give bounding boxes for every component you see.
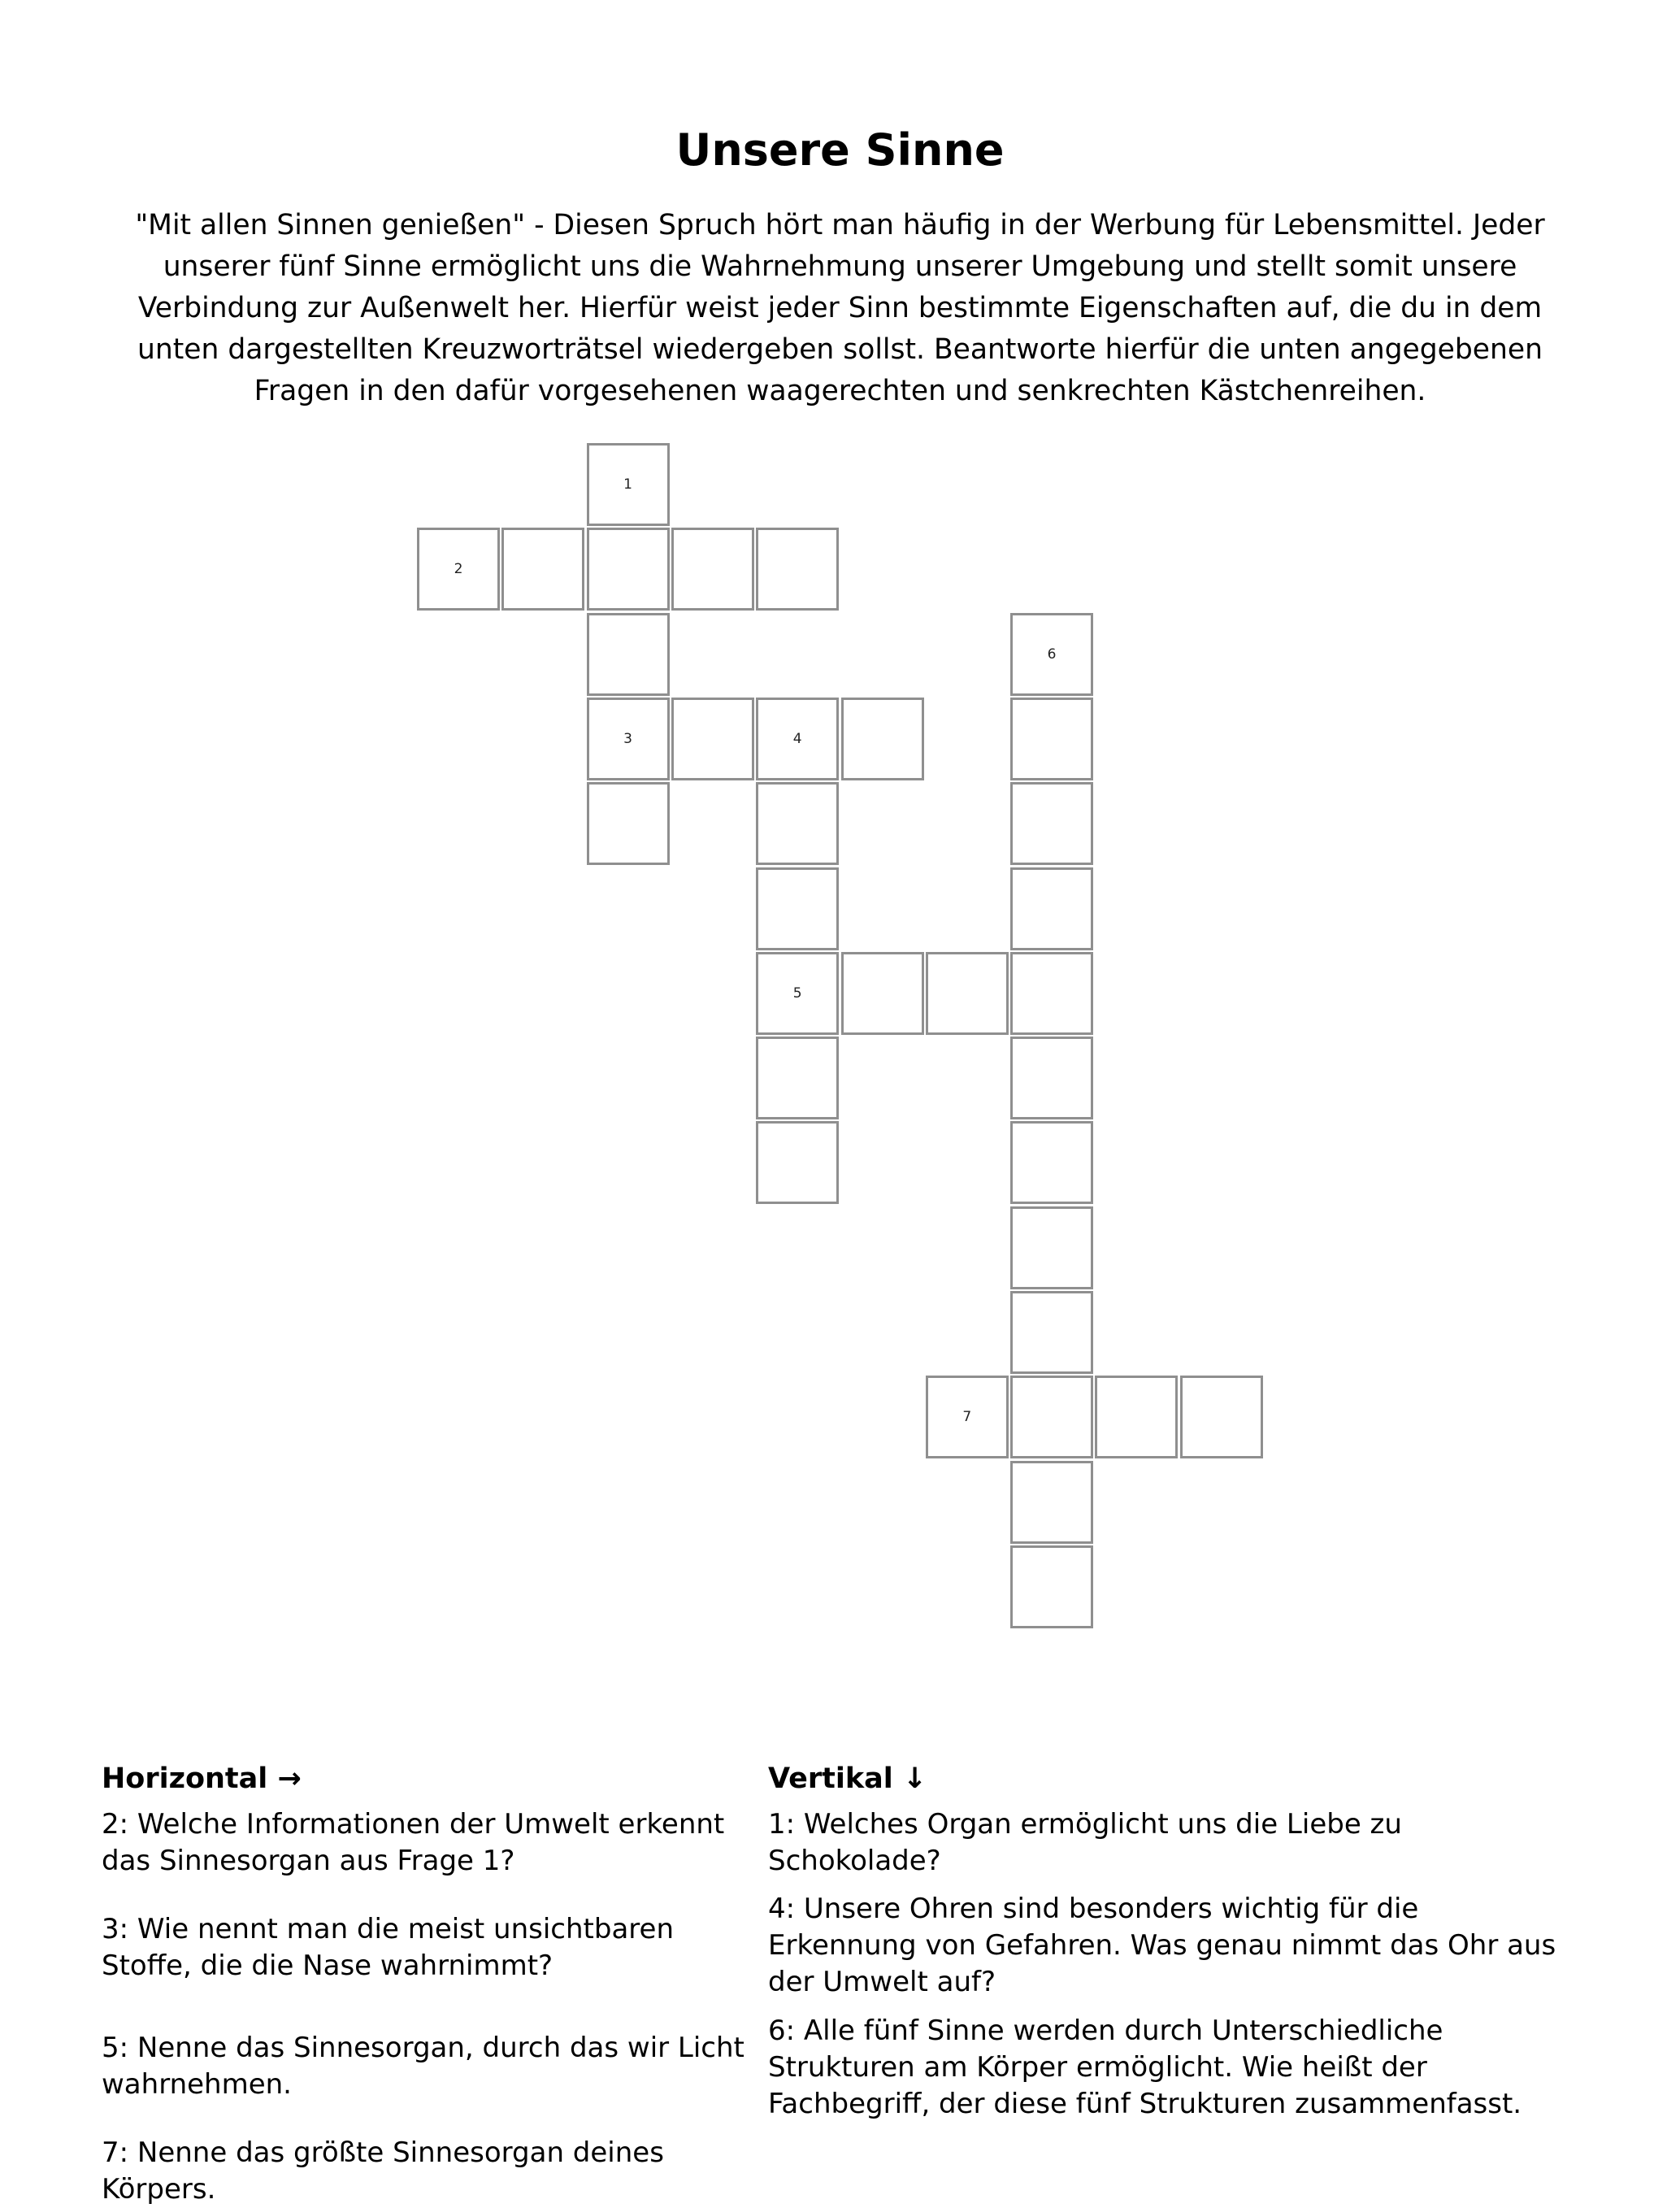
crossword-cell[interactable] xyxy=(1010,1376,1093,1458)
horizontal-clue-5 xyxy=(102,2030,768,2103)
horizontal-clue-2 xyxy=(102,1806,768,1880)
crossword-cell[interactable] xyxy=(926,1376,1009,1458)
page-title: Unsere Sinne xyxy=(675,124,1005,176)
vertical-clue-6 xyxy=(768,2013,1581,2123)
clue-line: 3: Wie nennt man die meist unsichtbaren xyxy=(102,1913,674,1945)
clue-number: 4 xyxy=(792,730,802,747)
clue-line: Körpers. xyxy=(102,2173,216,2206)
vertical-heading: Vertikal ↓ xyxy=(768,1762,927,1795)
crossword-cell[interactable] xyxy=(926,952,1009,1035)
crossword-cell[interactable] xyxy=(417,528,500,611)
clue-number: 3 xyxy=(623,730,632,747)
vertical-clue-1 xyxy=(768,1806,1581,1880)
intro-line: "Mit allen Sinnen genießen" - Diesen Spruch hört man häufig in der Werbung für Lebensmittel. Jeder xyxy=(135,209,1545,241)
clue-line: Stoffe, die die Nase wahrnimmt? xyxy=(102,1949,553,1982)
crossword-cell[interactable] xyxy=(841,952,924,1035)
clue-line: der Umwelt auf? xyxy=(768,1966,996,1998)
crossword-cell[interactable] xyxy=(756,952,839,1035)
intro-line: unserer fünf Sinne ermöglicht uns die Wahrnehmung unserer Umgebung und stellt somit unsere xyxy=(163,250,1517,283)
crossword-cell[interactable] xyxy=(756,1121,839,1204)
clue-line: 7: Nenne das größte Sinnesorgan deines xyxy=(102,2136,664,2169)
clue-line: Fachbegriff, der diese fünf Strukturen zusammenfasst. xyxy=(768,2088,1522,2120)
clue-number: 7 xyxy=(962,1409,972,1426)
crossword-cell[interactable] xyxy=(1010,782,1093,865)
crossword-cell[interactable] xyxy=(1010,1206,1093,1289)
crossword-cell[interactable] xyxy=(1010,613,1093,696)
crossword-cell[interactable] xyxy=(587,443,670,526)
crossword-cell[interactable] xyxy=(1010,1037,1093,1119)
crossword-cell[interactable] xyxy=(756,782,839,865)
clue-line: 5: Nenne das Sinnesorgan, durch das wir Licht xyxy=(102,2032,744,2064)
clue-number: 1 xyxy=(623,476,632,493)
crossword-cell[interactable] xyxy=(671,698,754,780)
crossword-cell[interactable] xyxy=(756,698,839,780)
crossword-cell[interactable] xyxy=(756,1037,839,1119)
crossword-cell[interactable] xyxy=(1010,952,1093,1035)
crossword-cell[interactable] xyxy=(671,528,754,611)
clue-line: das Sinnesorgan aus Frage 1? xyxy=(102,1845,515,1877)
crossword-cell[interactable] xyxy=(1180,1376,1263,1458)
horizontal-heading: Horizontal → xyxy=(102,1762,302,1795)
clue-number: 6 xyxy=(1047,645,1057,663)
crossword-cell[interactable] xyxy=(1010,1545,1093,1628)
clue-line: Schokolade? xyxy=(768,1845,941,1877)
clue-line: wahrnehmen. xyxy=(102,2068,292,2101)
crossword-cell[interactable] xyxy=(587,528,670,611)
clue-line: Strukturen am Körper ermöglicht. Wie heißt der xyxy=(768,2051,1427,2084)
crossword-cell[interactable] xyxy=(1010,1291,1093,1374)
clue-line: 4: Unsere Ohren sind besonders wichtig für die xyxy=(768,1893,1419,1925)
clue-line: 1: Welches Organ ermöglicht uns die Liebe zu xyxy=(768,1808,1402,1841)
crossword-cell[interactable] xyxy=(1010,1121,1093,1204)
vertical-clue-4 xyxy=(768,1891,1581,2001)
crossword-cell[interactable] xyxy=(1010,1461,1093,1544)
clue-number: 5 xyxy=(792,984,802,1002)
crossword-cell[interactable] xyxy=(587,782,670,865)
clue-line: Erkennung von Gefahren. Was genau nimmt das Ohr aus xyxy=(768,1929,1556,1962)
crossword-cell[interactable] xyxy=(1010,698,1093,780)
crossword-cell[interactable] xyxy=(587,613,670,696)
clue-line: 6: Alle fünf Sinne werden durch Unterschiedliche xyxy=(768,2015,1443,2047)
horizontal-clue-3 xyxy=(102,1911,768,1984)
clue-number: 2 xyxy=(454,561,463,578)
intro-line: Fragen in den dafür vorgesehenen waagerechten und senkrechten Kästchenreihen. xyxy=(254,375,1426,407)
crossword-cell[interactable] xyxy=(1010,867,1093,950)
intro-line: unten dargestellten Kreuzworträtsel wiedergeben sollst. Beantworte hierfür die unten angegebenen xyxy=(137,333,1543,366)
crossword-cell[interactable] xyxy=(841,698,924,780)
crossword-cell[interactable] xyxy=(1095,1376,1178,1458)
crossword-cell[interactable] xyxy=(756,528,839,611)
crossword-cell[interactable] xyxy=(756,867,839,950)
intro-line: Verbindung zur Außenwelt her. Hierfür weist jeder Sinn bestimmte Eigenschaften auf, die du in dem xyxy=(137,292,1543,324)
crossword-cell[interactable] xyxy=(501,528,584,611)
clue-line: 2: Welche Informationen der Umwelt erkennt xyxy=(102,1808,725,1841)
horizontal-clue-7 xyxy=(102,2135,768,2208)
crossword-cell[interactable] xyxy=(587,698,670,780)
